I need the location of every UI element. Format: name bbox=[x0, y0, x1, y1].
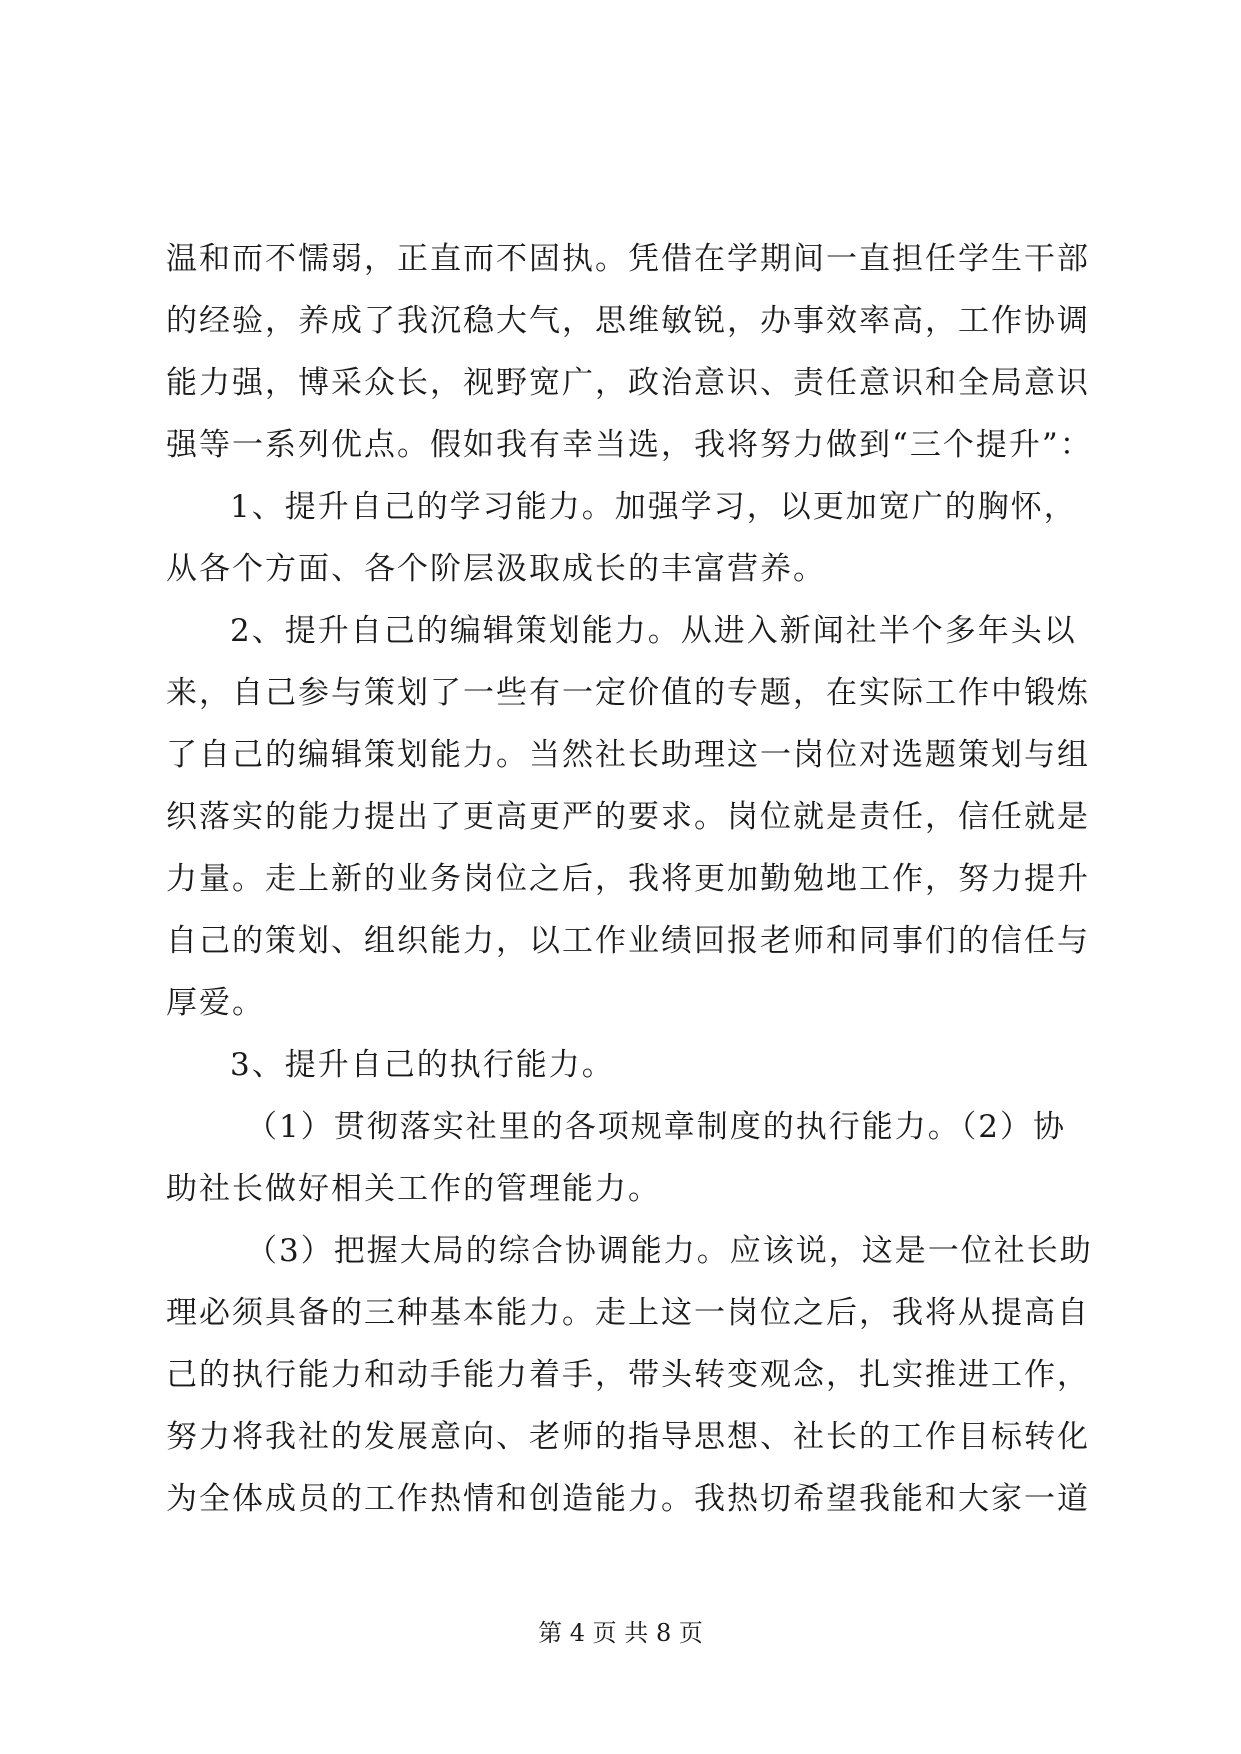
list-item-3-line: 3、提升自己的执行能力。 bbox=[230, 1047, 615, 1083]
text-line: 为全体成员的工作热情和创造能力。我热切希望我能和大家一道 bbox=[166, 1481, 1090, 1517]
text-line: 了自己的编辑策划能力。当然社长助理这一岗位对选题策划与组 bbox=[166, 737, 1090, 773]
list-item-1-line: 1、提升自己的学习能力。加强学习，以更加宽广的胸怀， bbox=[230, 489, 1077, 525]
page-number-footer: 第 4 页 共 8 页 bbox=[538, 1619, 703, 1647]
text-line: 助社长做好相关工作的管理能力。 bbox=[166, 1171, 661, 1207]
body-text bbox=[166, 228, 1093, 1530]
text-line: 织落实的能力提出了更高更严的要求。岗位就是责任，信任就是 bbox=[166, 799, 1090, 835]
text-line: 己的执行能力和动手能力着手，带头转变观念，扎实推进工作， bbox=[166, 1357, 1090, 1393]
sub-item-line: （3）把握大局的综合协调能力。应该说，这是一位社长助 bbox=[246, 1233, 1093, 1269]
text-line: 力量。走上新的业务岗位之后，我将更加勤勉地工作，努力提升 bbox=[166, 861, 1090, 897]
text-line: 从各个方面、各个阶层汲取成长的丰富营养。 bbox=[166, 551, 826, 587]
list-item-2-line: 2、提升自己的编辑策划能力。从进入新闻社半个多年头以 bbox=[230, 613, 1077, 649]
text-line: 努力将我社的发展意向、老师的指导思想、社长的工作目标转化 bbox=[166, 1419, 1090, 1455]
text-line: 理必须具备的三种基本能力。走上这一岗位之后，我将从提高自 bbox=[166, 1295, 1090, 1331]
text-line: 温和而不懦弱，正直而不固执。凭借在学期间一直担任学生干部 bbox=[166, 241, 1090, 277]
text-line: 能力强，博采众长，视野宽广，政治意识、责任意识和全局意识 bbox=[166, 365, 1090, 401]
text-line: 厚爱。 bbox=[166, 985, 265, 1021]
sub-item-line: （1）贯彻落实社里的各项规章制度的执行能力。（2）协 bbox=[246, 1109, 1066, 1145]
text-line: 的经验，养成了我沉稳大气，思维敏锐，办事效率高，工作协调 bbox=[166, 303, 1090, 339]
text-line: 强等一系列优点。假如我有幸当选，我将努力做到“三个提升”： bbox=[166, 427, 1093, 463]
text-line: 自己的策划、组织能力，以工作业绩回报老师和同事们的信任与 bbox=[166, 923, 1090, 959]
text-line: 来，自己参与策划了一些有一定价值的专题，在实际工作中锻炼 bbox=[166, 675, 1090, 711]
